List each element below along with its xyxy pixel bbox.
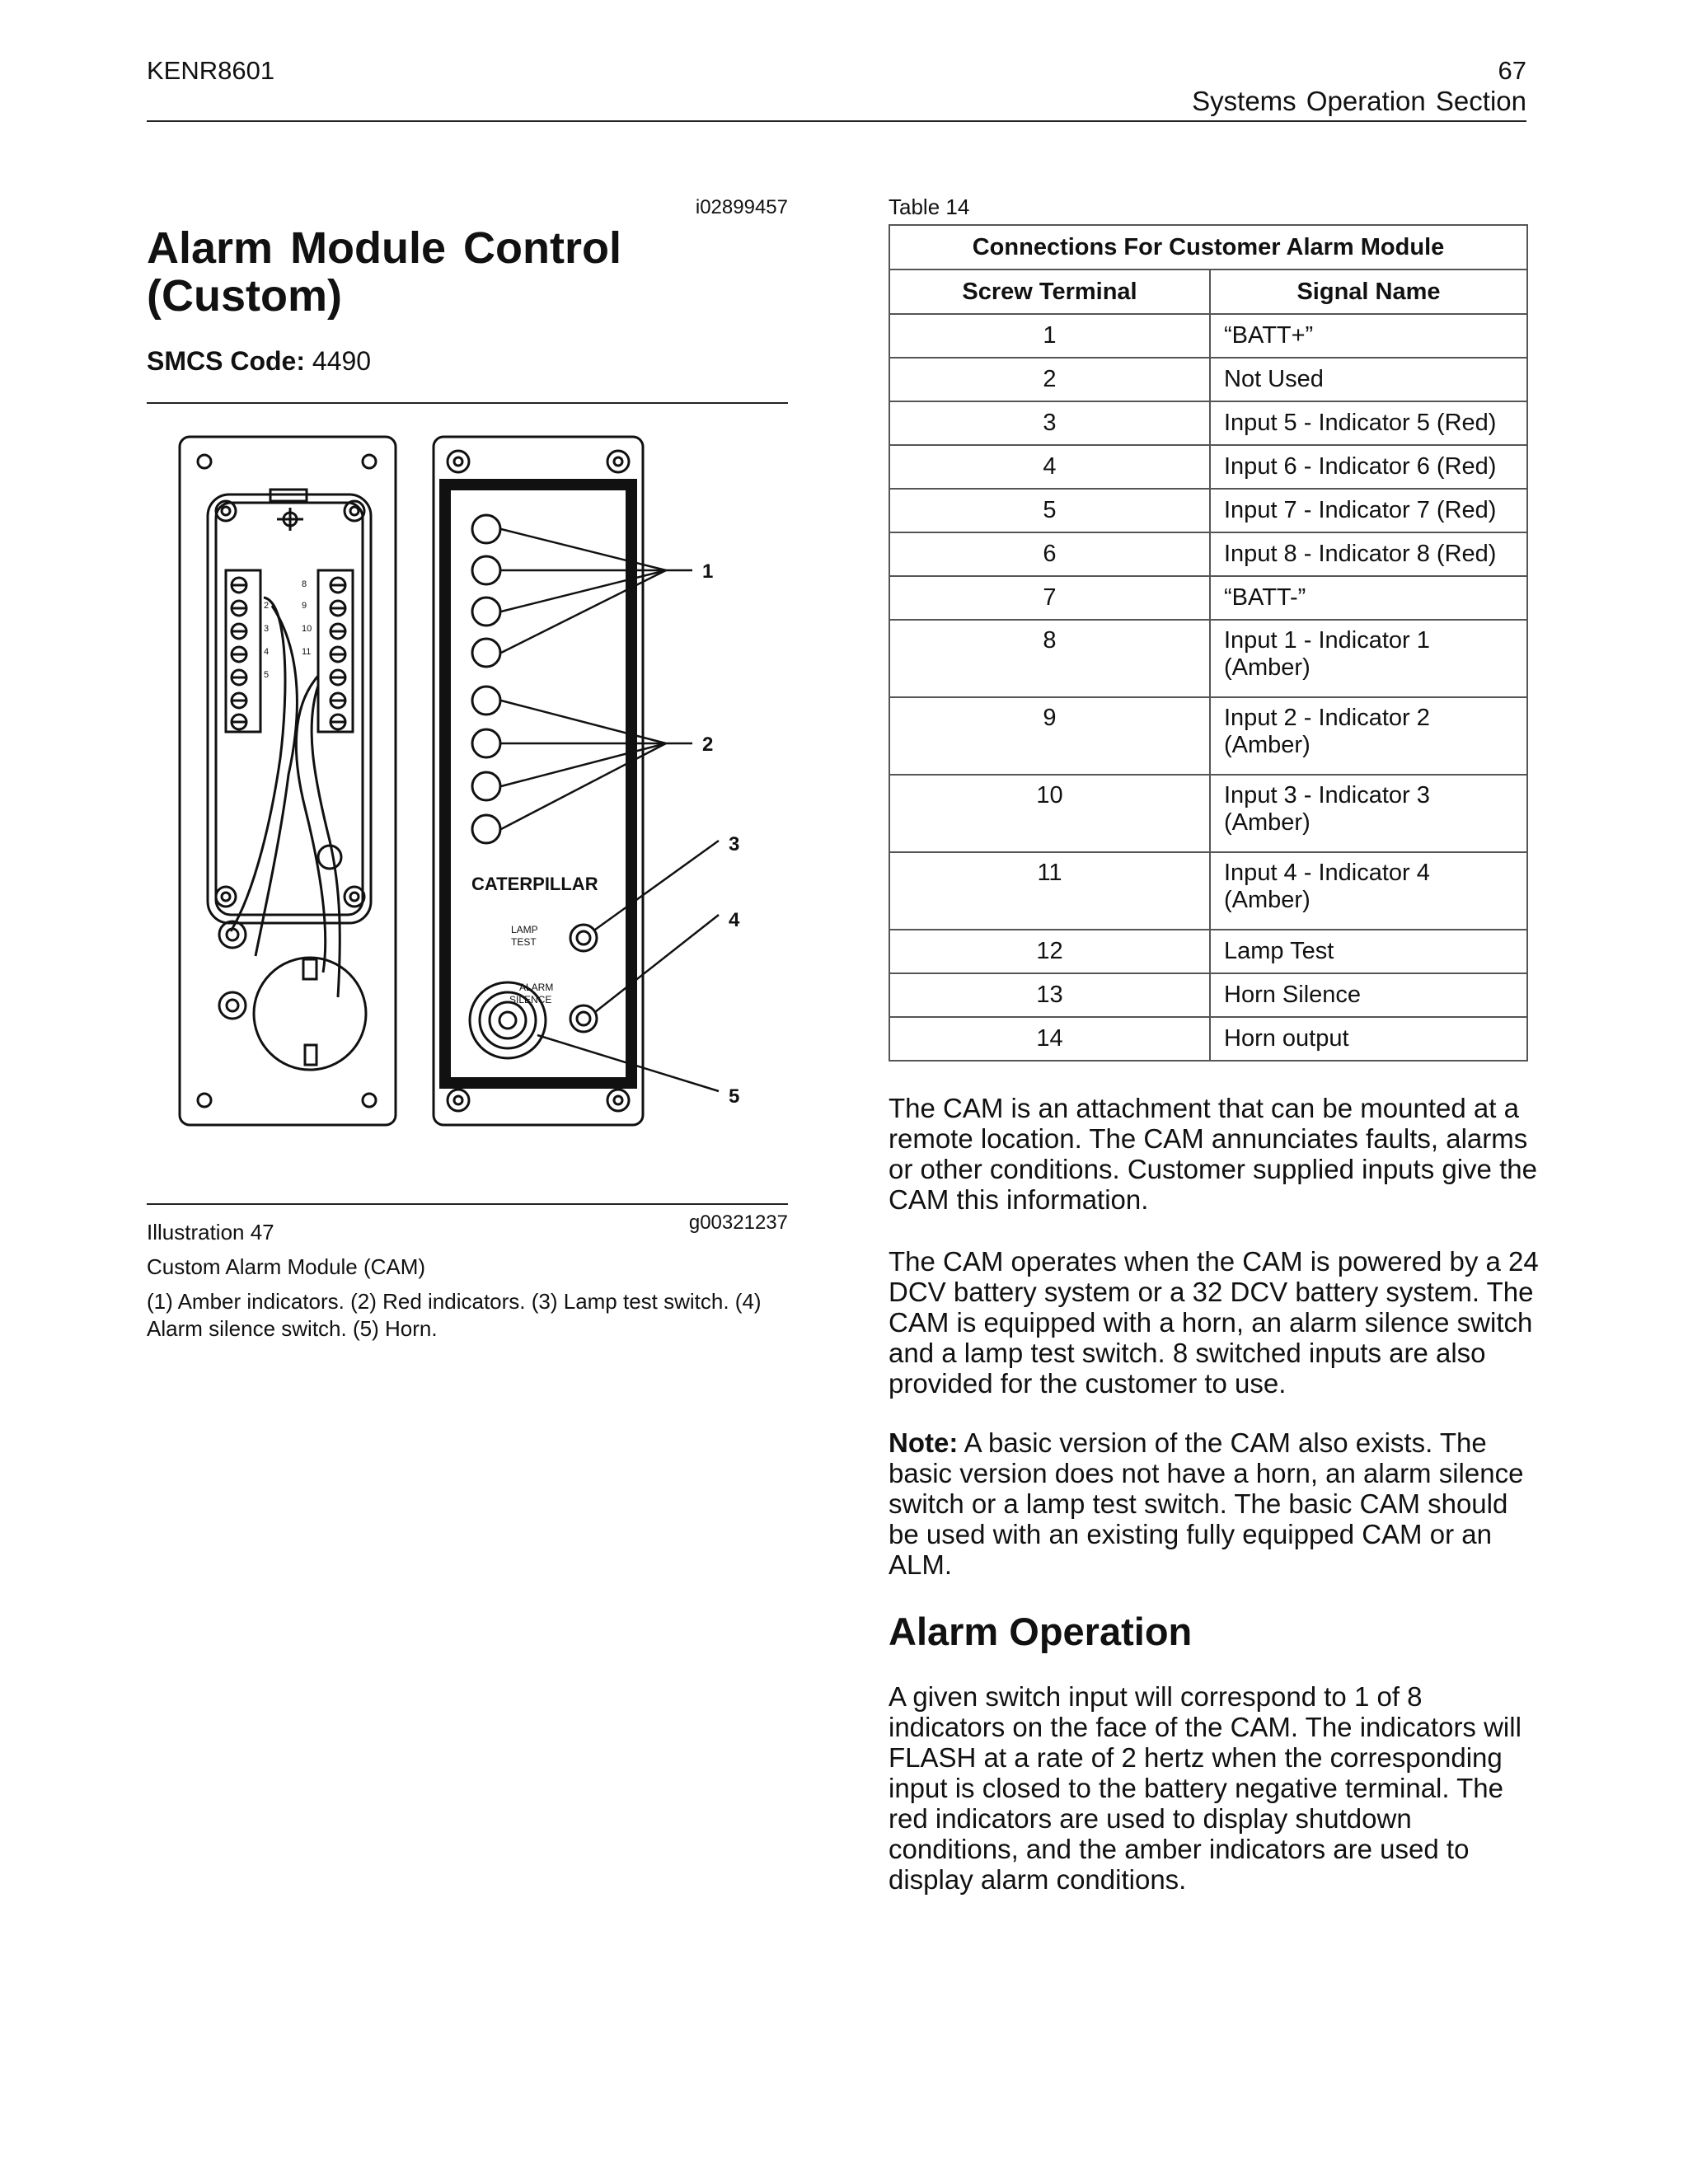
signal-cell: Horn output <box>1210 1017 1527 1061</box>
note-text: A basic version of the CAM also exists. The basic version does not have a horn, an alarm silence switch or a lamp test switch. The basic CAM should be used with an existing fully equipped CAM or an ALM. <box>889 1427 1524 1580</box>
terminal-cell: 8 <box>889 620 1210 697</box>
terminal-number: 2 <box>264 601 270 611</box>
lamp-test-label-line: LAMP <box>511 924 538 935</box>
terminal-cell: 3 <box>889 401 1210 445</box>
terminal-cell: 4 <box>889 445 1210 489</box>
illustration-label: Illustration 47 <box>147 1220 274 1244</box>
signal-cell: “BATT-” <box>1210 576 1527 620</box>
table-row <box>889 489 1527 532</box>
note-label: Note: <box>889 1427 959 1458</box>
red-indicators <box>472 687 500 843</box>
terminal-cell: 7 <box>889 576 1210 620</box>
table-row <box>889 445 1527 489</box>
table-row <box>889 620 1527 697</box>
signal-cell: Lamp Test <box>1210 930 1527 973</box>
terminal-number: 9 <box>302 601 307 611</box>
table-row <box>889 576 1527 620</box>
callout-leaders <box>501 529 719 1091</box>
terminal-cell: 11 <box>889 852 1210 930</box>
terminal-number: 10 <box>302 624 312 634</box>
signal-cell: Input 4 - Indicator 4 (Amber) <box>1210 852 1527 930</box>
terminal-number: 8 <box>302 579 307 589</box>
callout-label: 3 <box>729 833 740 855</box>
connections-table <box>889 224 1528 1062</box>
table-row <box>889 532 1527 576</box>
caterpillar-logo: CATERPILLAR <box>471 874 598 894</box>
terminal-cell: 1 <box>889 314 1210 358</box>
figure-id: g00321237 <box>688 1212 788 1234</box>
terminal-number: 3 <box>264 624 270 634</box>
lamp-test-switch <box>570 925 597 951</box>
terminal-cell: 6 <box>889 532 1210 576</box>
caption-text: (1) Amber indicators. (2) Red indicators. (3) Lamp test switch. (4) Alarm silence switch. (5) Horn. <box>147 1289 762 1341</box>
alarm-silence-label-line: SILENCE <box>509 994 552 1005</box>
amber-indicators <box>472 515 500 667</box>
note-paragraph <box>889 1427 1540 1580</box>
body-paragraph: A given switch input will correspond to 1 of 8 indicators on the face of the CAM. The indicators will FLASH at a rate of 2 hertz when the corresponding input is closed to the battery negative terminal. The red indicators are used to display shutdown conditions, and the amber indicators are used to display alarm conditions. <box>889 1681 1522 1895</box>
table-row <box>889 1017 1527 1061</box>
article-id: i02899457 <box>695 196 788 218</box>
header-divider <box>147 120 1526 122</box>
article-title: Alarm Module Control (Custom) <box>147 223 621 321</box>
table-row <box>889 314 1527 358</box>
terminal-cell: 13 <box>889 973 1210 1017</box>
callout-label: 2 <box>702 733 714 756</box>
terminal-cell: 9 <box>889 697 1210 775</box>
terminal-cell: 2 <box>889 358 1210 401</box>
front-panel <box>434 437 643 1125</box>
smcs-code <box>147 346 371 377</box>
terminal-strip-right <box>331 578 345 729</box>
back-panel <box>180 437 396 1125</box>
terminal-cell: 10 <box>889 775 1210 852</box>
alarm-module-illustration <box>165 429 775 1137</box>
column-header-signal-name: Signal Name <box>1210 269 1527 314</box>
callout-label: 5 <box>729 1085 740 1108</box>
table-row <box>889 775 1527 852</box>
table-row <box>889 401 1527 445</box>
figure-divider <box>147 1203 788 1205</box>
terminal-cell: 5 <box>889 489 1210 532</box>
caption-title: Custom Alarm Module (CAM) <box>147 1254 426 1279</box>
section-title: Systems Operation Section <box>1192 86 1526 116</box>
terminal-number: 5 <box>264 670 270 680</box>
table-row <box>889 358 1527 401</box>
page-number: 67 <box>1498 56 1526 85</box>
signal-cell: Not Used <box>1210 358 1527 401</box>
signal-cell: Input 6 - Indicator 6 (Red) <box>1210 445 1527 489</box>
signal-cell: Horn Silence <box>1210 973 1527 1017</box>
signal-cell: Input 1 - Indicator 1 (Amber) <box>1210 620 1527 697</box>
alarm-silence-switch <box>570 1005 597 1032</box>
signal-cell: “BATT+” <box>1210 314 1527 358</box>
title-divider <box>147 402 788 404</box>
body-paragraph: The CAM operates when the CAM is powered by a 24 DCV battery system or a 32 DCV battery system. The CAM is equipped with a horn, an alarm silence switch and a lamp test switch. 8 switched inputs are also provided for the customer to use. <box>889 1246 1539 1399</box>
signal-cell: Input 8 - Indicator 8 (Red) <box>1210 532 1527 576</box>
terminal-strip-left <box>232 578 246 729</box>
alarm-silence-label-line: ALARM <box>519 982 554 993</box>
lamp-test-label-line: TEST <box>511 936 537 948</box>
terminal-number: 4 <box>264 647 270 657</box>
callout-label: 4 <box>729 909 740 931</box>
table-label: Table 14 <box>889 194 970 219</box>
table-row <box>889 930 1527 973</box>
smcs-value: 4490 <box>312 346 372 376</box>
terminal-cell: 14 <box>889 1017 1210 1061</box>
table-title: Connections For Customer Alarm Module <box>889 225 1527 269</box>
signal-cell: Input 5 - Indicator 5 (Red) <box>1210 401 1527 445</box>
table-row <box>889 973 1527 1017</box>
signal-cell: Input 7 - Indicator 7 (Red) <box>1210 489 1527 532</box>
terminal-cell: 12 <box>889 930 1210 973</box>
table-row <box>889 697 1527 775</box>
table-row <box>889 852 1527 930</box>
horn <box>470 982 546 1058</box>
signal-cell: Input 3 - Indicator 3 (Amber) <box>1210 775 1527 852</box>
signal-cell: Input 2 - Indicator 2 (Amber) <box>1210 697 1527 775</box>
smcs-label: SMCS Code: <box>147 346 305 376</box>
body-paragraph: The CAM is an attachment that can be mounted at a remote location. The CAM annunciates faults, alarms or other conditions. Customer supplied inputs give the CAM this information. <box>889 1093 1537 1215</box>
section-heading: Alarm Operation <box>889 1610 1193 1653</box>
terminal-number: 11 <box>302 647 312 657</box>
document-id: KENR8601 <box>147 56 275 85</box>
callout-label: 1 <box>702 560 714 583</box>
column-header-screw-terminal: Screw Terminal <box>889 269 1210 314</box>
